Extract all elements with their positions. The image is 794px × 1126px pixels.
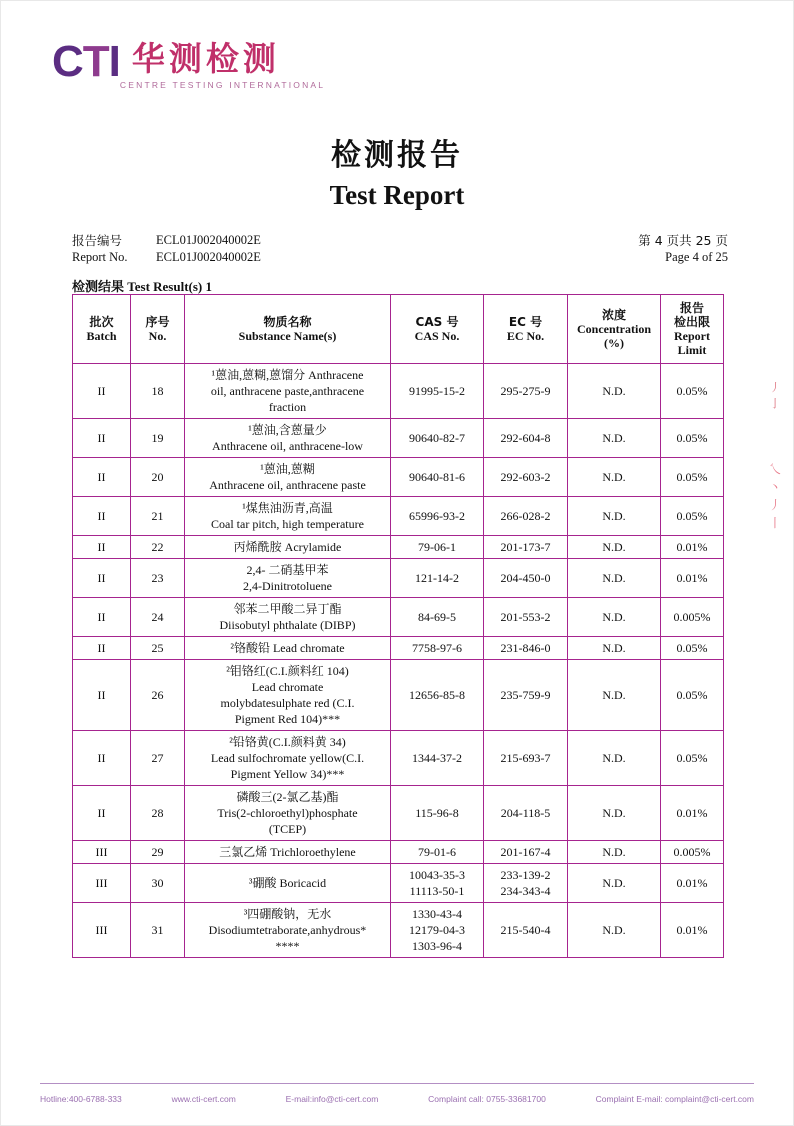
cell-batch: II (73, 786, 131, 841)
cell-cas-no: 1344-37-2 (391, 731, 484, 786)
cell-batch: II (73, 637, 131, 660)
section-title-en: Test Result(s) 1 (127, 279, 213, 294)
cell-ec-no: 215-693-7 (484, 731, 568, 786)
cell-batch: II (73, 598, 131, 637)
cell-no: 29 (131, 841, 185, 864)
cell-substance-name: ¹蒽油,蒽糊,蒽馏分 Anthracene oil, anthracene paste,anthracene fraction (185, 364, 391, 419)
cell-concentration: N.D. (568, 731, 661, 786)
cell-ec-no: 201-167-4 (484, 841, 568, 864)
cell-batch: II (73, 660, 131, 731)
cell-substance-name: 邻苯二甲酸二异丁酯 Diisobutyl phthalate (DIBP) (185, 598, 391, 637)
cell-no: 31 (131, 903, 185, 958)
cell-substance-name: ¹蒽油,含蒽量少 Anthracene oil, anthracene-low (185, 419, 391, 458)
table-row (73, 731, 724, 786)
cell-no: 19 (131, 419, 185, 458)
cell-report-limit: 0.05% (661, 637, 724, 660)
cell-report-limit: 0.01% (661, 903, 724, 958)
cell-no: 18 (131, 364, 185, 419)
cell-batch: III (73, 864, 131, 903)
cell-substance-name: 丙烯酰胺 Acrylamide (185, 536, 391, 559)
cell-cas-no: 12656-85-8 (391, 660, 484, 731)
cell-report-limit: 0.05% (661, 458, 724, 497)
cell-cas-no: 7758-97-6 (391, 637, 484, 660)
cell-no: 23 (131, 559, 185, 598)
table-header-row (73, 295, 724, 364)
cell-concentration: N.D. (568, 364, 661, 419)
table-row (73, 497, 724, 536)
cell-concentration: N.D. (568, 864, 661, 903)
logo-letter-t: T (82, 37, 109, 86)
footer-email[interactable]: E-mail:info@cti-cert.com (285, 1094, 379, 1104)
cell-cas-no: 1330-43-4 12179-04-3 1303-96-4 (391, 903, 484, 958)
cell-ec-no: 201-553-2 (484, 598, 568, 637)
cell-concentration: N.D. (568, 903, 661, 958)
cell-no: 24 (131, 598, 185, 637)
cell-no: 22 (131, 536, 185, 559)
table-row (73, 598, 724, 637)
cell-cas-no: 10043-35-3 11113-50-1 (391, 864, 484, 903)
footer (40, 1094, 754, 1104)
cell-ec-no: 235-759-9 (484, 660, 568, 731)
cell-ec-no: 266-028-2 (484, 497, 568, 536)
cell-substance-name: 磷酸三(2-氯乙基)酯 Tris(2-chloroethyl)phosphate (TCEP) (185, 786, 391, 841)
cell-ec-no: 292-604-8 (484, 419, 568, 458)
cell-batch: II (73, 419, 131, 458)
page-number-cn: 第 4 页共 25 页 (638, 233, 728, 248)
cell-no: 26 (131, 660, 185, 731)
footer-hotline: Hotline:400-6788-333 (40, 1094, 122, 1104)
footer-complaint-call: Complaint call: 0755-33681700 (428, 1094, 546, 1104)
page-title-en: Test Report (329, 180, 465, 210)
cell-batch: III (73, 903, 131, 958)
table-row (73, 841, 724, 864)
cell-concentration: N.D. (568, 497, 661, 536)
cell-report-limit: 0.05% (661, 419, 724, 458)
cell-ec-no: 292-603-2 (484, 458, 568, 497)
page-number-block (638, 232, 728, 266)
page-title-cn: 检测报告 (331, 138, 463, 173)
test-results-table (72, 294, 724, 958)
cell-substance-name: ¹蒽油,蒽糊 Anthracene oil, anthracene paste (185, 458, 391, 497)
logo-english-name: CENTRE TESTING INTERNATIONAL (119, 80, 326, 90)
table-row (73, 903, 724, 958)
cell-report-limit: 0.01% (661, 786, 724, 841)
col-header-substance-name: 物质名称 Substance Name(s) (185, 295, 391, 364)
footer-website[interactable]: www.cti-cert.com (171, 1094, 236, 1104)
col-header-report-limit: 报告 检出限 Report Limit (661, 295, 724, 364)
table-row (73, 660, 724, 731)
footer-divider (40, 1083, 754, 1084)
cell-substance-name: ²铅铬黄(C.I.颜料黄 34) Lead sulfochromate yellow(C.I. Pigment Yellow 34)*** (185, 731, 391, 786)
cell-report-limit: 0.05% (661, 660, 724, 731)
cell-substance-name: 2,4- 二硝基甲苯 2,4-Dinitrotoluene (185, 559, 391, 598)
cell-substance-name: 三氯乙烯 Trichloroethylene (185, 841, 391, 864)
col-header-cas-no: CAS 号 CAS No. (391, 295, 484, 364)
report-no-value-cn: ECL01J002040002E (156, 233, 261, 247)
report-number-block (72, 232, 261, 266)
cell-substance-name: ³四硼酸钠，无水 Disodiumtetraborate,anhydrous* **** (185, 903, 391, 958)
cell-no: 27 (131, 731, 185, 786)
cell-report-limit: 0.05% (661, 497, 724, 536)
cell-report-limit: 0.05% (661, 364, 724, 419)
cell-batch: II (73, 497, 131, 536)
report-no-value-en: ECL01J002040002E (156, 250, 261, 264)
cell-ec-no: 295-275-9 (484, 364, 568, 419)
cell-batch: III (73, 841, 131, 864)
cell-report-limit: 0.01% (661, 559, 724, 598)
col-header-batch: 批次 Batch (73, 295, 131, 364)
report-no-label-en: Report No. (72, 250, 128, 264)
cell-no: 21 (131, 497, 185, 536)
cell-batch: II (73, 458, 131, 497)
table-row (73, 419, 724, 458)
cell-cas-no: 121-14-2 (391, 559, 484, 598)
page-number-en: Page 4 of 25 (665, 250, 728, 264)
cell-batch: II (73, 364, 131, 419)
cell-ec-no: 215-540-4 (484, 903, 568, 958)
table-row (73, 559, 724, 598)
red-margin-mark-2: 乀 丶 丿 丨 (768, 462, 781, 530)
cell-concentration: N.D. (568, 536, 661, 559)
cell-no: 25 (131, 637, 185, 660)
cell-cas-no: 79-01-6 (391, 841, 484, 864)
cell-cas-no: 65996-93-2 (391, 497, 484, 536)
cell-batch: II (73, 731, 131, 786)
cell-cas-no: 90640-82-7 (391, 419, 484, 458)
cti-logo (52, 37, 326, 90)
cell-no: 30 (131, 864, 185, 903)
cell-ec-no: 204-450-0 (484, 559, 568, 598)
cell-cas-no: 90640-81-6 (391, 458, 484, 497)
cell-report-limit: 0.005% (661, 598, 724, 637)
cell-concentration: N.D. (568, 458, 661, 497)
cell-concentration: N.D. (568, 841, 661, 864)
red-margin-mark-1: 丿 亅 (769, 381, 781, 410)
cell-substance-name: ²钼铬红(C.I.颜料红 104) Lead chromate molybdatesulphate red (C.I. Pigment Red 104)*** (185, 660, 391, 731)
cell-concentration: N.D. (568, 660, 661, 731)
table-row (73, 364, 724, 419)
logo-letter-c: C (52, 37, 83, 86)
cell-substance-name: ³硼酸 Boricacid (185, 864, 391, 903)
cell-cas-no: 91995-15-2 (391, 364, 484, 419)
cell-ec-no: 233-139-2 234-343-4 (484, 864, 568, 903)
logo-letter-i: I (108, 37, 120, 86)
cell-no: 20 (131, 458, 185, 497)
cell-concentration: N.D. (568, 598, 661, 637)
cell-no: 28 (131, 786, 185, 841)
cell-concentration: N.D. (568, 786, 661, 841)
cell-cas-no: 84-69-5 (391, 598, 484, 637)
table-row (73, 458, 724, 497)
cell-concentration: N.D. (568, 559, 661, 598)
cell-substance-name: ²铬酸铅 Lead chromate (185, 637, 391, 660)
cell-batch: II (73, 559, 131, 598)
cell-report-limit: 0.01% (661, 864, 724, 903)
section-title (72, 276, 212, 295)
col-header-concentration: 浓度 Concentration (%) (568, 295, 661, 364)
cell-report-limit: 0.05% (661, 731, 724, 786)
table-row (73, 786, 724, 841)
cell-report-limit: 0.01% (661, 536, 724, 559)
section-title-cn: 检测结果 (72, 280, 125, 295)
cell-report-limit: 0.005% (661, 841, 724, 864)
table-row (73, 536, 724, 559)
cell-ec-no: 231-846-0 (484, 637, 568, 660)
logo-abbr (52, 37, 120, 86)
report-no-label-cn: 报告编号 (72, 233, 123, 248)
footer-complaint-email[interactable]: Complaint E-mail: complaint@cti-cert.com (595, 1094, 754, 1104)
cell-ec-no: 204-118-5 (484, 786, 568, 841)
table-row (73, 864, 724, 903)
table-row (73, 637, 724, 660)
cell-substance-name: ¹煤焦油沥青,高温 Coal tar pitch, high temperature (185, 497, 391, 536)
cell-batch: II (73, 536, 131, 559)
col-header-ec-no: EC 号 EC No. (484, 295, 568, 364)
cell-cas-no: 115-96-8 (391, 786, 484, 841)
cell-concentration: N.D. (568, 419, 661, 458)
cell-concentration: N.D. (568, 637, 661, 660)
col-header-no: 序号 No. (131, 295, 185, 364)
cell-cas-no: 79-06-1 (391, 536, 484, 559)
logo-chinese-name: 华测检测 (131, 39, 280, 78)
cell-ec-no: 201-173-7 (484, 536, 568, 559)
